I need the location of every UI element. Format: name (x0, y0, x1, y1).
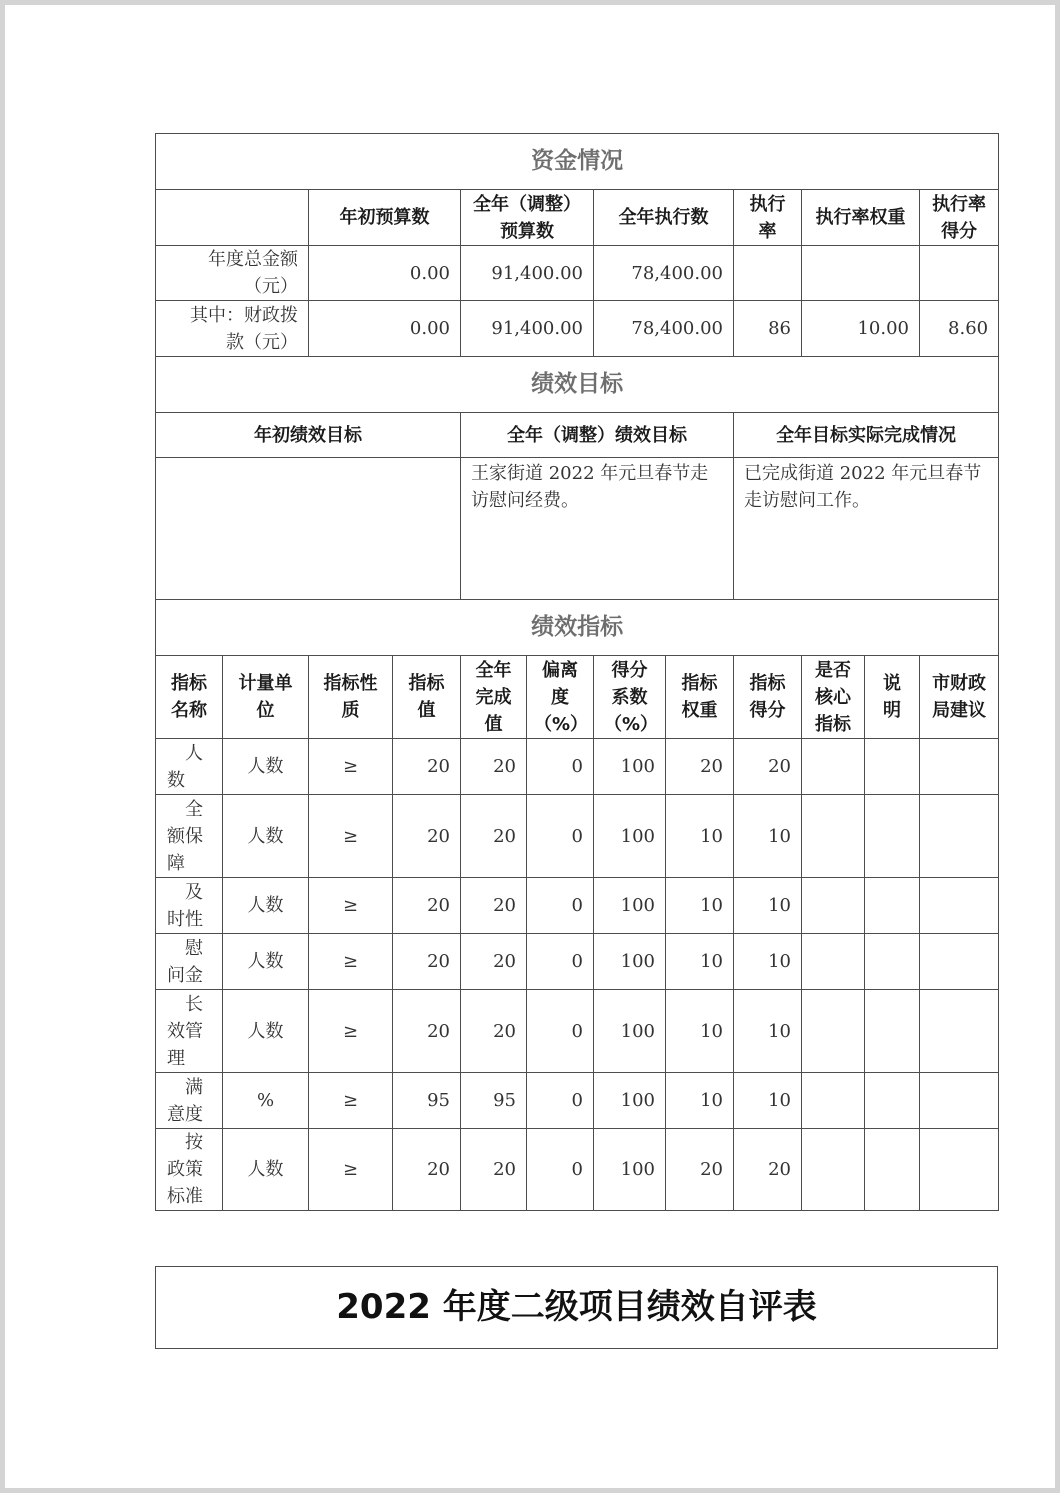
indicator-is-core (802, 878, 865, 934)
funding-exec-rate (734, 246, 802, 301)
indicator-weight: 20 (666, 1129, 734, 1211)
indicator-score: 10 (734, 990, 802, 1073)
indicator-deviation: 0 (527, 990, 594, 1073)
goals-header-adjusted: 全年（调整）绩效目标 (461, 413, 734, 458)
funding-exec-rate-score: 8.60 (920, 301, 999, 357)
indicators-header-score-coefficient: 得分系数（%） (594, 656, 666, 739)
indicators-header-nature: 指标性质 (309, 656, 393, 739)
indicator-score-coefficient: 100 (594, 934, 666, 990)
indicators-section-row (156, 600, 999, 656)
indicator-finance-advice (920, 739, 999, 795)
indicator-deviation: 0 (527, 878, 594, 934)
funding-initial-budget: 0.00 (309, 301, 461, 357)
indicators-header-row (156, 656, 999, 739)
indicator-score-coefficient: 100 (594, 739, 666, 795)
goals-content-row (156, 458, 999, 600)
funding-header-exec-rate-score: 执行率得分 (920, 190, 999, 246)
indicator-note (865, 1073, 920, 1129)
indicator-note (865, 739, 920, 795)
indicator-unit: 人数 (223, 1129, 309, 1211)
goals-adjusted-text: 王家街道 2022 年元旦春节走访慰问经费。 (461, 458, 734, 600)
indicator-note (865, 1129, 920, 1211)
indicator-deviation: 0 (527, 1073, 594, 1129)
funding-exec-rate-score (920, 246, 999, 301)
indicators-header-finance-advice: 市财政局建议 (920, 656, 999, 739)
indicator-finance-advice (920, 1073, 999, 1129)
indicator-nature: ≥ (309, 878, 393, 934)
funding-header-row (156, 190, 999, 246)
indicator-nature: ≥ (309, 1073, 393, 1129)
indicator-unit: 人数 (223, 795, 309, 878)
indicator-weight: 10 (666, 934, 734, 990)
funding-adjusted-budget: 91,400.00 (461, 246, 594, 301)
goals-initial-text (156, 458, 461, 600)
indicator-row (156, 934, 999, 990)
indicator-actual: 20 (461, 1129, 527, 1211)
indicator-target: 20 (393, 795, 461, 878)
indicator-row (156, 1073, 999, 1129)
indicator-unit: 人数 (223, 739, 309, 795)
funding-header-blank (156, 190, 309, 246)
indicator-deviation: 0 (527, 795, 594, 878)
indicator-target: 20 (393, 990, 461, 1073)
funding-section-row (156, 134, 999, 190)
goals-section-row (156, 357, 999, 413)
indicator-is-core (802, 739, 865, 795)
indicator-row (156, 990, 999, 1073)
indicator-actual: 20 (461, 878, 527, 934)
funding-header-initial-budget: 年初预算数 (309, 190, 461, 246)
indicators-header-weight: 指标权重 (666, 656, 734, 739)
document-page (5, 5, 1055, 1488)
indicator-score-coefficient: 100 (594, 990, 666, 1073)
indicator-is-core (802, 1129, 865, 1211)
funding-header-exec-rate: 执行率 (734, 190, 802, 246)
indicator-finance-advice (920, 878, 999, 934)
indicator-finance-advice (920, 990, 999, 1073)
indicator-is-core (802, 795, 865, 878)
indicators-header-target: 指标值 (393, 656, 461, 739)
goals-section-title: 绩效目标 (156, 357, 999, 413)
indicators-section-title: 绩效指标 (156, 600, 999, 656)
indicator-note (865, 934, 920, 990)
indicator-unit: 人数 (223, 878, 309, 934)
indicator-weight: 20 (666, 739, 734, 795)
funding-exec-rate: 86 (734, 301, 802, 357)
funding-executed: 78,400.00 (594, 301, 734, 357)
goals-actual-text: 已完成街道 2022 年元旦春节走访慰问工作。 (734, 458, 999, 600)
indicator-note (865, 795, 920, 878)
goals-header-row (156, 413, 999, 458)
funding-adjusted-budget: 91,400.00 (461, 301, 594, 357)
funding-executed: 78,400.00 (594, 246, 734, 301)
funding-row-label: 年度总金额（元） (156, 246, 309, 301)
indicator-weight: 10 (666, 1073, 734, 1129)
indicator-deviation: 0 (527, 1129, 594, 1211)
funding-exec-rate-weight (802, 246, 920, 301)
funding-row-total (156, 246, 999, 301)
indicator-unit: 人数 (223, 934, 309, 990)
indicator-unit: 人数 (223, 990, 309, 1073)
funding-header-exec-rate-weight: 执行率权重 (802, 190, 920, 246)
indicators-header-unit: 计量单位 (223, 656, 309, 739)
indicator-score: 10 (734, 1073, 802, 1129)
funding-section-title: 资金情况 (156, 134, 999, 190)
indicator-is-core (802, 1073, 865, 1129)
funding-row-fiscal (156, 301, 999, 357)
indicator-name: 人数 (156, 739, 223, 795)
indicator-weight: 10 (666, 990, 734, 1073)
funding-initial-budget: 0.00 (309, 246, 461, 301)
indicator-nature: ≥ (309, 990, 393, 1073)
indicator-name: 满意度 (156, 1073, 223, 1129)
indicator-is-core (802, 990, 865, 1073)
goals-header-initial: 年初绩效目标 (156, 413, 461, 458)
indicator-score-coefficient: 100 (594, 795, 666, 878)
indicator-finance-advice (920, 1129, 999, 1211)
indicator-row (156, 795, 999, 878)
indicator-row (156, 878, 999, 934)
indicator-target: 20 (393, 1129, 461, 1211)
indicator-row (156, 739, 999, 795)
indicator-finance-advice (920, 934, 999, 990)
indicator-actual: 20 (461, 990, 527, 1073)
indicator-nature: ≥ (309, 934, 393, 990)
goals-header-actual: 全年目标实际完成情况 (734, 413, 999, 458)
indicator-target: 95 (393, 1073, 461, 1129)
performance-table (155, 133, 999, 1211)
indicator-note (865, 990, 920, 1073)
indicator-name: 按政策标准 (156, 1129, 223, 1211)
indicators-header-score: 指标得分 (734, 656, 802, 739)
indicators-header-actual: 全年完成值 (461, 656, 527, 739)
indicators-header-deviation: 偏离度（%） (527, 656, 594, 739)
indicator-name: 全额保障 (156, 795, 223, 878)
funding-header-adjusted-budget: 全年（调整）预算数 (461, 190, 594, 246)
indicator-actual: 95 (461, 1073, 527, 1129)
indicator-is-core (802, 934, 865, 990)
funding-exec-rate-weight: 10.00 (802, 301, 920, 357)
indicator-nature: ≥ (309, 1129, 393, 1211)
indicator-weight: 10 (666, 795, 734, 878)
indicator-score-coefficient: 100 (594, 1129, 666, 1211)
indicator-nature: ≥ (309, 795, 393, 878)
indicator-row (156, 1129, 999, 1211)
indicator-target: 20 (393, 878, 461, 934)
indicator-actual: 20 (461, 795, 527, 878)
indicator-nature: ≥ (309, 739, 393, 795)
indicators-header-note: 说明 (865, 656, 920, 739)
indicator-actual: 20 (461, 934, 527, 990)
indicator-name: 慰问金 (156, 934, 223, 990)
indicator-score: 10 (734, 878, 802, 934)
indicator-score: 10 (734, 795, 802, 878)
indicator-actual: 20 (461, 739, 527, 795)
indicator-deviation: 0 (527, 934, 594, 990)
indicator-score-coefficient: 100 (594, 1073, 666, 1129)
indicator-name: 及时性 (156, 878, 223, 934)
indicators-header-is-core: 是否核心指标 (802, 656, 865, 739)
indicator-unit: % (223, 1073, 309, 1129)
indicator-score: 20 (734, 1129, 802, 1211)
indicator-name: 长效管理 (156, 990, 223, 1073)
form-title: 2022 年度二级项目绩效自评表 (155, 1266, 998, 1349)
indicator-score: 20 (734, 739, 802, 795)
indicator-note (865, 878, 920, 934)
indicators-header-name: 指标名称 (156, 656, 223, 739)
funding-row-label: 其中：财政拨款（元） (156, 301, 309, 357)
indicator-target: 20 (393, 934, 461, 990)
indicator-score-coefficient: 100 (594, 878, 666, 934)
indicator-target: 20 (393, 739, 461, 795)
indicator-score: 10 (734, 934, 802, 990)
funding-header-executed: 全年执行数 (594, 190, 734, 246)
indicator-weight: 10 (666, 878, 734, 934)
indicator-deviation: 0 (527, 739, 594, 795)
indicator-finance-advice (920, 795, 999, 878)
